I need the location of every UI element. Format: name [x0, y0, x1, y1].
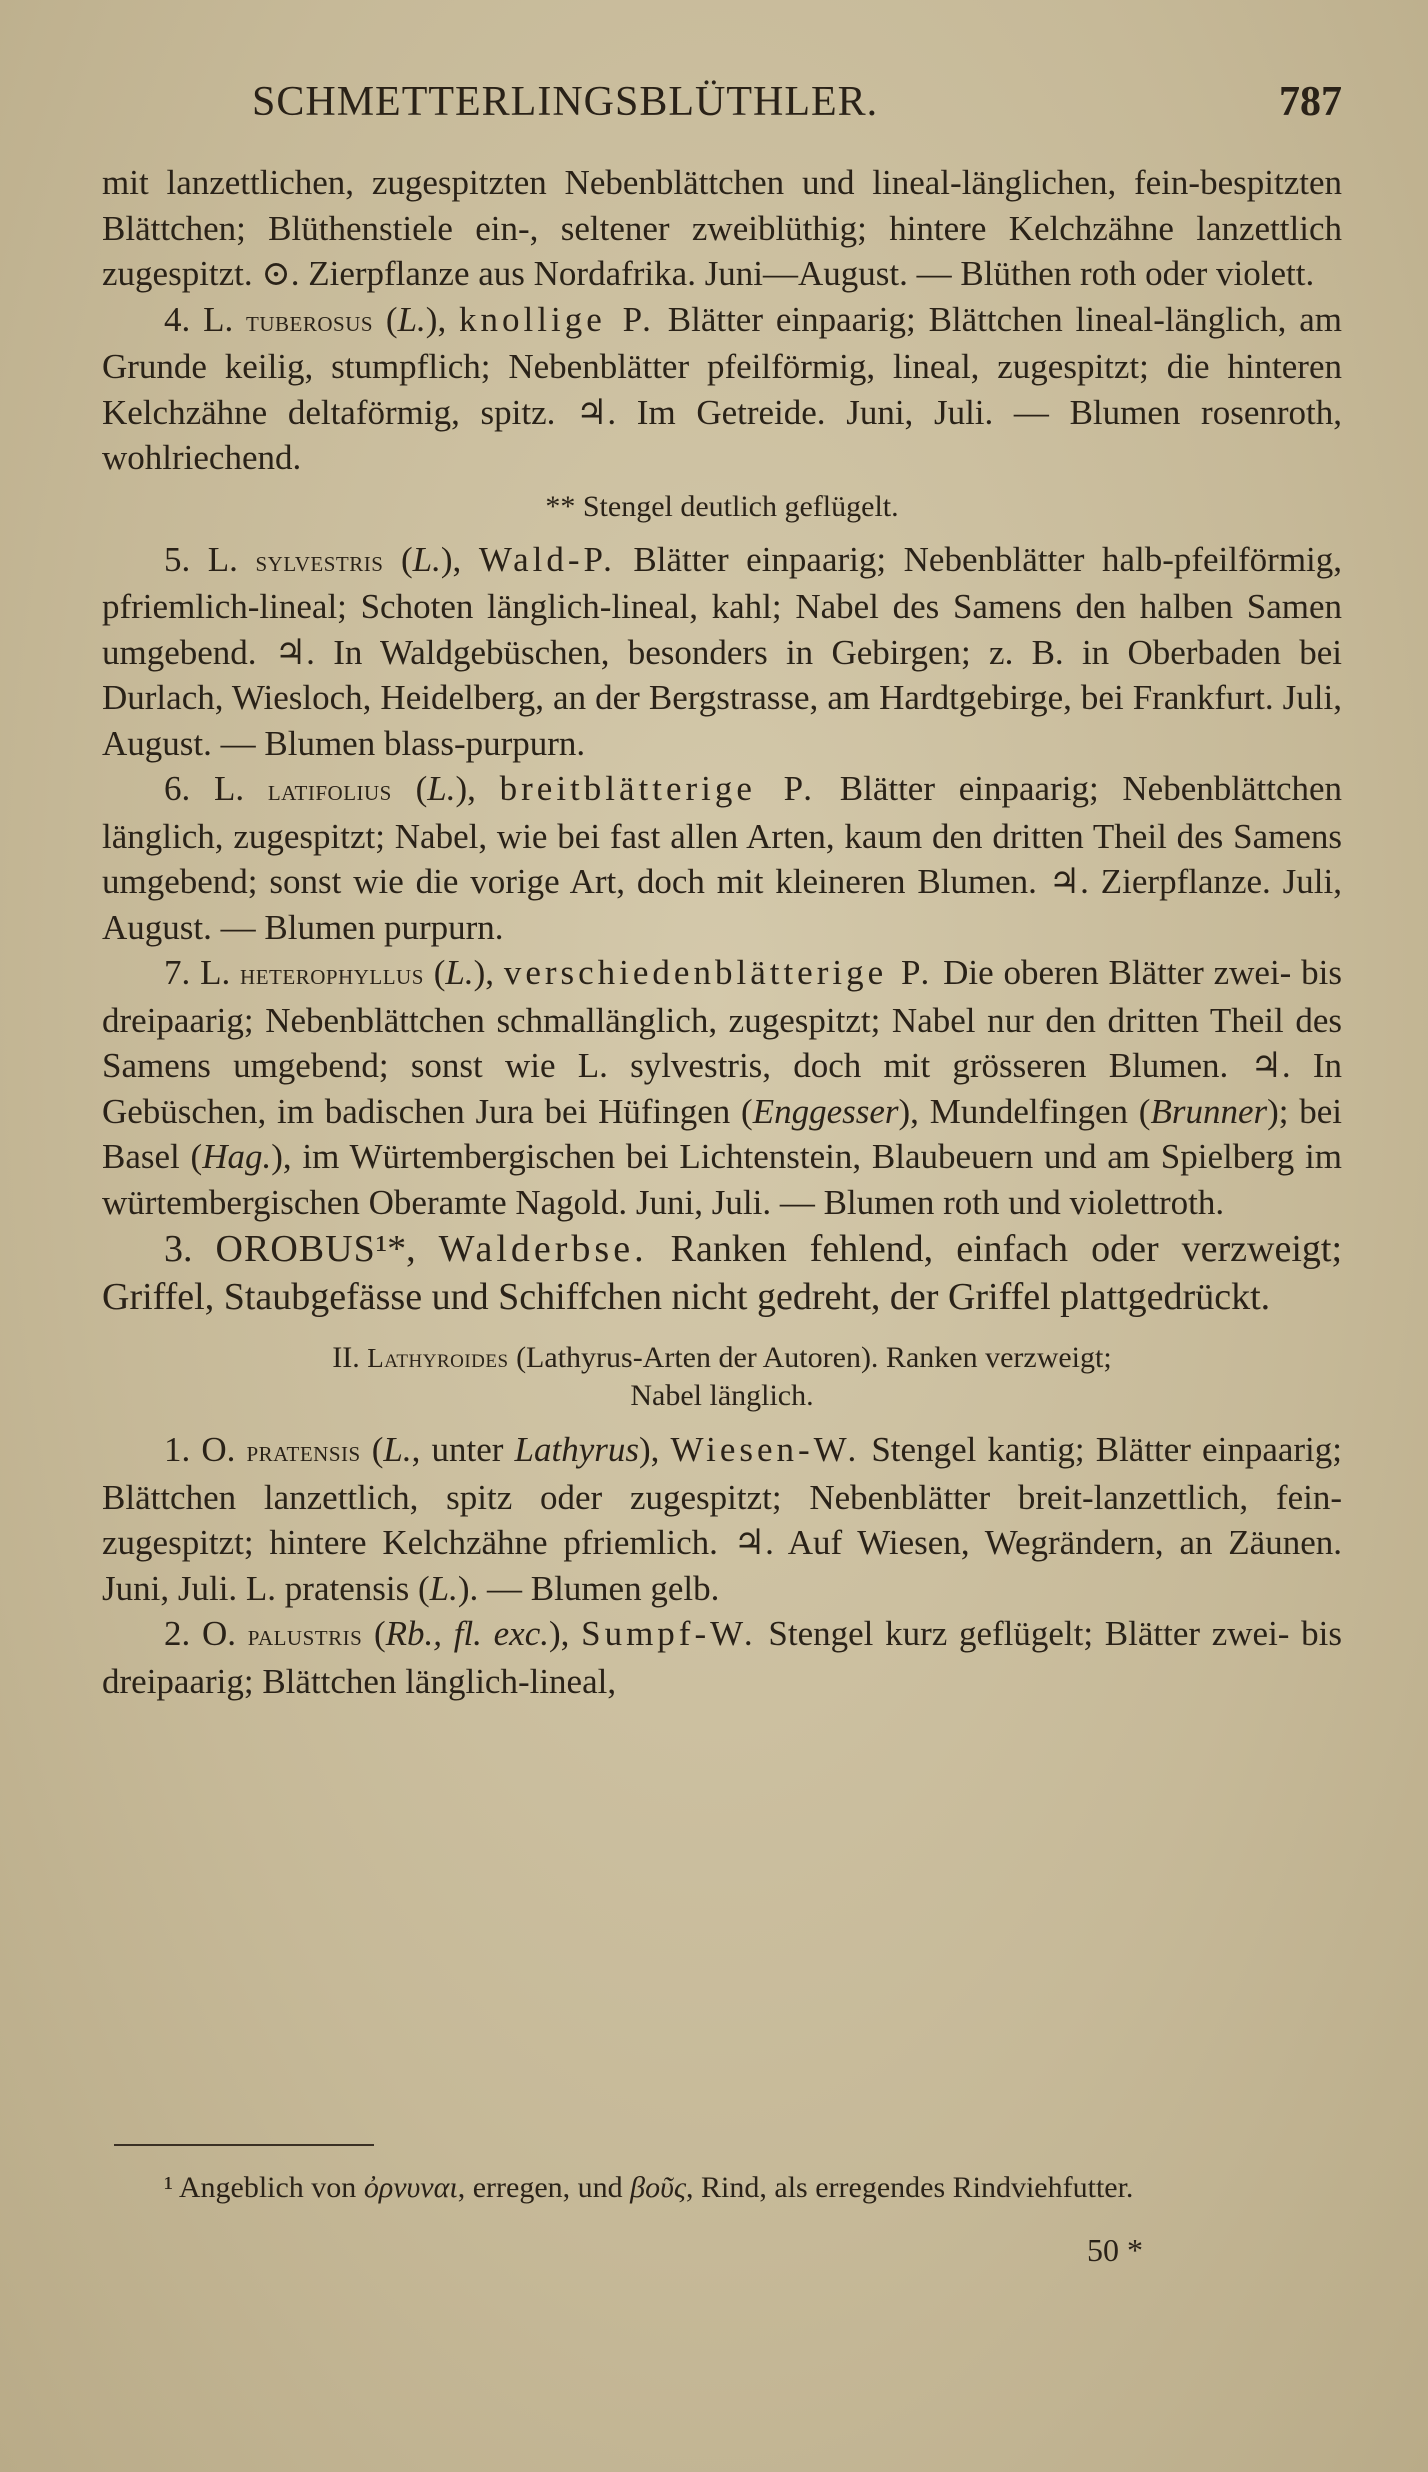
running-header	[102, 78, 1342, 138]
footnote-rule	[114, 2144, 374, 2146]
paragraph-continuation: mit lanzettlichen, zugespitzten Nebenblättchen und lineal-länglichen, fein-bespitzten Blättchen; Blüthenstiele ein-, seltener zweiblüthig; hintere Kelchzähne lanzettlich zugespitzt. ⊙. Zierpflanze aus Nordafrika. Juni—August. — Blüthen roth oder violett.	[102, 163, 1342, 293]
entry-lathyrus-tuberosus: 4. L. tuberosus (L.), knollige P. Blätter einpaarig; Blättchen lineal-länglich, am Grunde keilig, stumpflich; Nebenblätter pfeilförmig, lineal, zugespitzt; die hinteren Kelchzähne deltaförmig, spitz. ♃. Im Getreide. Juni, Juli. — Blumen rosenroth, wohlriechend.	[102, 299, 1343, 477]
entry-orobus-palustris: 2. O. palustris (Rb., fl. exc.), Sumpf-W. Stengel kurz geflügelt; Blätter zwei- bis dreipaarig; Blättchen länglich-lineal,	[102, 1614, 1343, 1701]
page-title: SCHMETTERLINGSBLÜTHLER.	[252, 79, 879, 125]
footnote: ¹ Angeblich von ὀρνυναι, erregen, und βοῦς, Rind, als erregendes Rindviehfutter.	[164, 2171, 1134, 2204]
genus-orobus: 3. OROBUS¹*, Walderbse. Ranken fehlend, einfach oder verzweigt; Griffel, Staubgefässe und Schiffchen nicht gedreht, der Griffel plattgedrückt.	[102, 1228, 1343, 1318]
page-number: 787	[1279, 79, 1342, 125]
book-page	[102, 0, 1342, 2472]
entry-lathyrus-heterophyllus: 7. L. heterophyllus (L.), verschiedenblätterige P. Die oberen Blätter zwei- bis dreipaarig; Nebenblättchen schmallänglich, zugespitzt; Nabel nur den dritten Theil des Samens umgebend; sonst wie L. sylvestris, doch mit grösseren Blumen. ♃. In Gebüschen, im badischen Jura bei Hüfingen (Enggesser), Mundelfingen (Brunner); bei Basel (Hag.), im Würtembergischen bei Lichtenstein, Blaubeuern und am Spielberg im würtembergischen Oberamte Nagold. Juni, Juli. — Blumen roth und violettroth.	[102, 953, 1343, 1222]
entry-orobus-pratensis: 1. O. pratensis (L., unter Lathyrus), Wiesen-W. Stengel kantig; Blätter einpaarig; Blättchen lanzettlich, spitz oder zugespitzt; Nebenblätter breit-lanzettlich, fein-zugespitzt; hintere Kelchzähne pfriemlich. ♃. Auf Wiesen, Wegrändern, an Zäunen. Juni, Juli. L. pratensis (L.). — Blumen gelb.	[102, 1430, 1342, 1608]
subheading-stengel: ** Stengel deutlich geflügelt.	[545, 489, 899, 523]
section-lathyroides: II. Lathyroides (Lathyrus-Arten der Autoren). Ranken verzweigt; Nabel länglich.	[332, 1341, 1112, 1412]
entry-lathyrus-sylvestris: 5. L. sylvestris (L.), Wald-P. Blätter einpaarig; Nebenblätter halb-pfeilförmig, pfriemlich-lineal; Schoten länglich-lineal, kahl; Nabel des Samens den halben Samen umgebend. ♃. In Waldgebüschen, besonders in Gebirgen; z. B. in Oberbaden bei Durlach, Wiesloch, Heidelberg, an der Bergstrasse, am Hardtgebirge, bei Frankfurt. Juli, August. — Blumen blass-purpurn.	[102, 539, 1343, 763]
page-body	[102, 160, 1342, 1704]
signature-mark: 50 *	[1087, 2232, 1143, 2268]
entry-lathyrus-latifolius: 6. L. latifolius (L.), breitblätterige P. Blätter einpaarig; Nebenblättchen länglich, zugespitzt; Nabel, wie bei fast allen Arten, kaum den dritten Theil des Samens umgebend; sonst wie die vorige Art, doch mit kleineren Blumen. ♃. Zierpflanze. Juli, August. — Blumen purpurn.	[102, 769, 1343, 947]
